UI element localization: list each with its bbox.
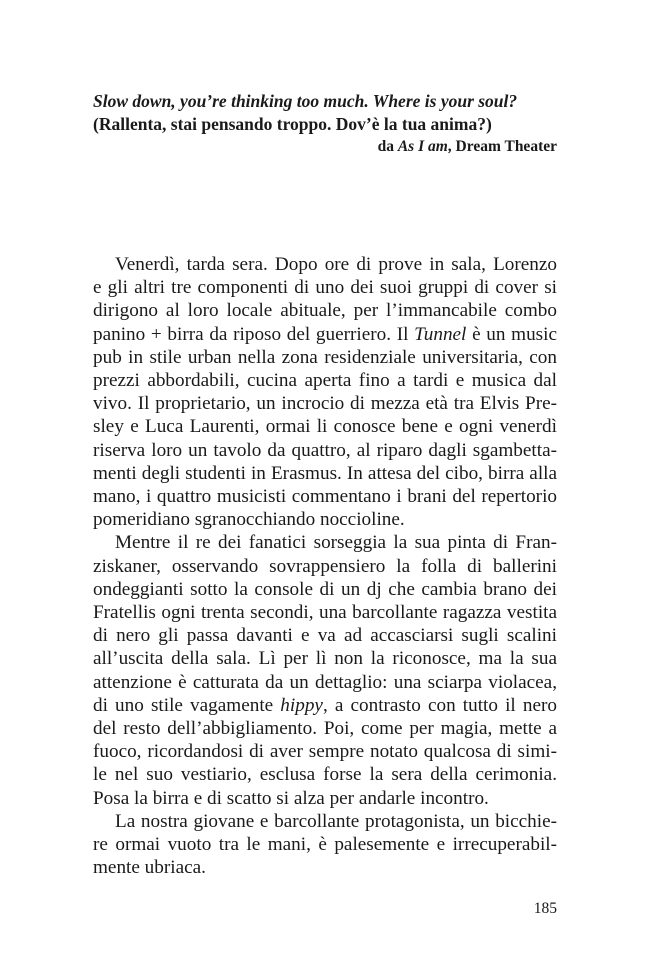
text-line: Fratellis ogni trenta secondi, una barcollante ragazza vestita	[93, 602, 557, 624]
text-line: ziskaner, osservando sovrappensiero la folla di ballerini	[93, 555, 557, 577]
text-line: pomeridiano sgranocchiando noccioline.	[93, 509, 405, 531]
text-line: all’uscita della sala. Lì per lì non la riconosce, ma la sua	[93, 648, 557, 670]
text-line: re ormai vuoto tra le mani, è palesemente e irrecuperabil-	[93, 834, 557, 856]
body-paragraph	[93, 810, 557, 880]
attribution-prefix: da	[377, 138, 398, 155]
text-line: sley e Luca Laurenti, ormai li conosce bene e ogni venerdì	[93, 416, 557, 438]
text-line: menti degli studenti in Erasmus. In attesa del cibo, birra alla	[93, 462, 557, 484]
text-line: riserva loro un tavolo da quattro, al riparo dagli sgambetta-	[93, 439, 557, 461]
text-line: di nero gli passa davanti e va ad accasciarsi sugli scalini	[93, 625, 557, 647]
epigraph	[93, 90, 557, 158]
text-line: Venerdì, tarda sera. Dopo ore di prove in sala, Lorenzo	[115, 254, 557, 275]
body-paragraph	[93, 253, 557, 531]
italic-term: Tunnel	[414, 323, 467, 345]
attribution-song-title: As I am	[397, 138, 448, 155]
text-line: attenzione è catturata da un dettaglio: una sciarpa violacea,	[93, 671, 557, 693]
text-line: Mentre il re dei fanatici sorseggia la sua pinta di Fran-	[115, 532, 557, 554]
text-line: ondeggianti sotto la console di un dj che cambia brano dei	[93, 578, 557, 600]
text-line: e gli altri tre componenti di uno dei suoi gruppi di cover si	[93, 277, 557, 299]
text-line: le nel suo vestiario, esclusa forse la sera della cerimonia.	[93, 764, 557, 786]
text-line: del resto dell’abbigliamento. Poi, come per magia, mette a	[93, 718, 557, 740]
text-line: vivo. Il proprietario, un incrocio di mezza età tra Elvis Pre-	[93, 393, 557, 415]
attribution-separator: ,	[447, 138, 456, 155]
epigraph-attribution	[93, 136, 557, 158]
epigraph-quote-italian: (Rallenta, stai pensando troppo. Dov’è la tua anima?)	[93, 114, 492, 134]
text-line: fuoco, ricordandosi di aver sempre notato qualcosa di simi-	[93, 741, 557, 763]
text-line: prezzi abbordabili, cucina aperta fino a tardi e musica dal	[93, 370, 557, 392]
text-line: di uno stile vagamente hippy, a contrasto con tutto il nero	[93, 694, 557, 716]
epigraph-quote-english: Slow down, you’re thinking too much. Where is your soul?	[93, 91, 518, 111]
text-line: panino + birra da riposo del guerriero. Il Tunnel è un music	[93, 323, 557, 345]
text-line: mente ubriaca.	[93, 857, 206, 879]
text-line: La nostra giovane e barcollante protagonista, un bicchie-	[115, 810, 557, 832]
page-number: 185	[533, 900, 557, 917]
body-text	[93, 253, 557, 879]
text-line: Posa la birra e di scatto si alza per andarle incontro.	[93, 787, 489, 809]
attribution-artist: Dream Theater	[455, 138, 557, 155]
text-line: pub in stile urban nella zona residenziale universitaria, con	[93, 346, 557, 368]
text-line: dirigono al loro locale abituale, per l’immancabile combo	[93, 300, 557, 322]
italic-term: hippy	[280, 694, 323, 716]
body-paragraph	[93, 531, 557, 809]
text-line: mano, i quattro musicisti commentano i brani del repertorio	[93, 486, 557, 508]
